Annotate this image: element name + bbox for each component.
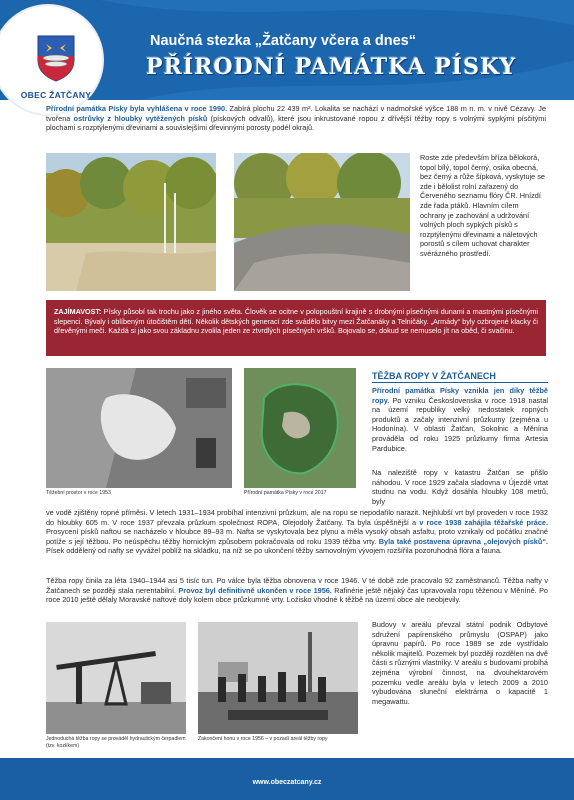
oil-pump-photo [46,622,186,734]
oil-text-4a: Těžba ropy činila za léta 1940–1944 asi 5 tisíc tun. Po válce byla těžba obnovena v roce 1946. V té době zde pracovalo 92 zaměstnanců. Těžba nafty v Žatčanech se později stala nerentabilní. [46,576,548,595]
oil-section-heading: TĚŽBA ROPY V ŽATČANECH [372,371,496,381]
page-footer [0,758,574,800]
oil-text-3a: ve vodě zjištěny ropné příměsi. V letech 1931–1934 probíhal intenzivní průzkum, ale na ropu se nepodařilo narazit. Nejhlubší vrt byl proveden v roce 1932 do hloubky 605 m. V roce 1937 převzala průzkum společnost ROPA, Olejodoly Žatčany. Ta byla úspěšnější a [46,508,548,527]
oil-heading-underline [372,382,548,383]
flora-paragraph: Roste zde především bříza bělokorá, topol bílý, topol černý, osika obecná, bez černý a růže šípková, vyskytuje se zde i bělolist rolní zařazený do Červeného seznamu flóry ČR. Hnízdí zde řada ptáků. Hlavním cílem ochrany je zachování a udržování volných ploch sypkých písků s rozptýlenými dřevinami a náletových porostů s cílem uchovat charakter svérázného prostředí. [420,153,545,258]
oil-bold-3b: v roce 1938 zahájila těžařské práce. [419,517,548,527]
website-link[interactable]: www.obeczatcany.cz [252,779,322,786]
oil-paragraph-5: Budovy v areálu převzal státní podnik Odbytové sdružení papírenského průmyslu (OSPAP) jako úpravnu papírů. Po roce 1989 se zde vystřídalo několik majitelů. Pozemek byl později rozdělen na dvě části s různými vlastníky. V areálu s budovami probíhá zejména výrobní činnost, na dvouhektarovém pozemku vedle areálu byla v letech 2009 a 2010 vybudována sluneční elektrárna o kapacitě 1 megawattu. [372,620,548,706]
fun-fact-box [46,300,546,356]
page-subtitle: Naučná stezka „Žatčany včera a dnes“ [150,33,416,49]
pump-caption: Jednoduchá těžba ropy se prováděl hydraulickým čerpadlem (tzv. kozlíkem) [46,736,186,749]
birch-forest-photo [46,153,216,291]
oil-text-3e: Písek oddělený od nafty se vyvážel poblíž na skládku, na níž se po ukončení těžby samovolným vývojem rozšířila pozoruhodná flóra a fauna. [46,546,502,556]
hunt-crowd-photo [198,622,358,734]
map-caption: Přírodní památka Písky v roce 2017 [244,490,327,496]
aerial-photo-caption: Těžební prostor v roce 1953 [46,490,111,496]
hunt-caption: Zakončení honu v roce 1956 – v pozadí areál těžby ropy [198,736,328,742]
oil-text-3c: Prosycení písků naftou se nacházelo v hloubce 89–93 m. Nafta se vyskytovala bez plynu a měla vysoký obsah asfaltu, proto vznikaly od počátku značné potíže s její těžbou. Po neúspěchu těžby hornickým způsobem pokračovala od roku 1939 těžba vrty. [46,527,548,546]
oil-bold-3d: Byla také postavena úpravna „olejových písků“. [378,536,548,546]
intro-bold-1: ostrůvky z hloubky vytěžených písků [73,113,208,123]
page-title: PŘÍRODNÍ PAMÁTKA PÍSKY [146,54,517,80]
aerial-map-2017 [244,368,356,488]
municipality-name: OBEC ŽATČANY [20,90,92,100]
intro-lead: Přírodní památka Písky byla vyhlášena v roce 1990. [46,104,228,113]
fun-fact-label: ZAJÍMAVOST: [54,307,102,316]
oil-text-1: Po vzniku Československa v roce 1918 nastal na území republiky velký nedostatek ropných produktů a začaly intenzivní průzkumy (zejména u Hodonína). V oblasti Žatčan, Sokolnic a Měnína prováděla od roku 1925 průzkumy firma Artesia Pardubice. [372,395,548,453]
oil-text-4c: Rafinérie ještě nějaký čas upravovala ropu těženou v Měníně. Po roce 2010 ještě dělaly Moravské naftové doly kolem obce průzkumné vrty. Ložisko vhodné k těžbě na území obce ale neobjevily. [46,585,548,605]
oil-bold-4b: Provoz byl definitivně ukončen v roce 1956. [178,585,332,595]
coat-of-arms-icon [36,34,76,82]
intro-text-1: Zabírá plochu 22 439 m². Lokalita se nachází v nadmořské výšce 188 m n. m. v nivě Cézavy. Je tvořena [46,104,547,123]
oil-paragraph-1 [372,386,548,453]
oil-paragraph-4 [46,576,548,605]
intro-paragraph [46,104,546,133]
fun-fact-text: Písky působí tak trochu jako z jiného světa. Člověk se ocitne v polopouštní krajině s drobnými písečnými dunami a mastnými písečnými slepenci. Bývaly i oblíbeným útočištěm dětí. Několik dětských generací zde svádělo bitvy mezi Žatčanáky a Telničáky. „Armády“ byly ozbrojené klacky či dřevěnými meči. Každá si jako svou základnu zvolila jeden ze ztvrdlých písečných vršků. Bojovalo se, dokud se nemuselo jít na oběd, či svačinu. [54,307,538,336]
oil-paragraph-3 [46,508,548,556]
oil-lead: Přírodní památka Písky vznikla jen díky těžbě ropy. [372,386,548,405]
oil-paragraph-2: Na naleziště ropy v katastru Žatčan se přišlo náhodou. V roce 1929 začala sladovna v Újezdě vrtat studnu na vodu. Když dosáhla hloubky 108 metrů, byly [372,468,548,506]
sand-dune-photo [234,153,410,291]
aerial-photo-1953 [46,368,232,488]
intro-text-2: (pískových odvalů), které jsou inkrustované ropou z dřívější těžby ropy s volnými sypkými písčitými plochami s rozptýlenými dřevinami a souvislejšími dřevinnými porosty podél okrajů. [46,113,546,133]
